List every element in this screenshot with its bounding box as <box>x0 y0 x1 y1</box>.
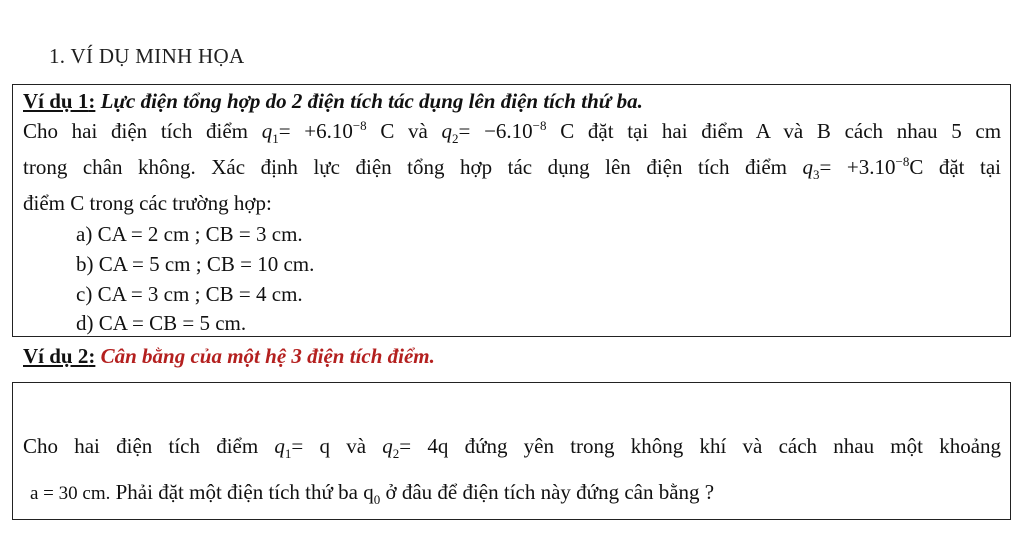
text-segment: Cho hai điện tích điểm <box>23 119 249 143</box>
text-segment: đứng yên trong không khí và cách nhau một khoảng <box>448 434 1002 458</box>
example-1-line-2 <box>23 154 1002 183</box>
section-heading: 1. VÍ DỤ MINH HỌA <box>49 44 245 68</box>
example-2-heading <box>23 344 435 369</box>
case-c: c) CA = 3 cm ; CB = 4 cm. <box>76 282 303 306</box>
text-segment: Cho hai điện tích điểm <box>23 434 259 458</box>
example-2-line-2 <box>30 480 715 508</box>
example-1-line-3: điểm C trong các trường hợp: <box>23 191 272 215</box>
text-segment: và <box>394 119 442 143</box>
case-d: d) CA = CB = 5 cm. <box>76 311 247 335</box>
example-2-line-1 <box>23 434 1002 462</box>
q1-symbol: $q_1$ <box>261 119 279 147</box>
q2-exponent: −8 <box>532 118 547 133</box>
text-segment: Phải đặt một điện tích thứ ba q <box>110 480 374 504</box>
q2-value: = 4q <box>399 434 449 458</box>
example-1-heading <box>23 89 643 114</box>
q1-value: = q <box>291 434 330 458</box>
q2-symbol: $q_2$ <box>441 119 459 147</box>
case-a: a) CA = 2 cm ; CB = 3 cm. <box>76 222 303 246</box>
example-1-label: Ví dụ 1 <box>23 89 89 113</box>
q0-subscript: 0 <box>373 492 381 508</box>
q3-exponent: −8 <box>895 154 910 169</box>
q1-exponent: −8 <box>352 118 367 133</box>
q3-value: = +3.10 <box>819 155 896 179</box>
example-1-colon: : <box>88 89 96 113</box>
text-segment: trong chân không. Xác định lực điện tổng hợp tác dụng lên điện tích điểm <box>23 155 787 179</box>
text-segment: và <box>330 434 383 458</box>
example-2-title: Cân bằng của một hệ 3 điện tích điểm. <box>100 344 435 368</box>
q3-symbol: $q_3$ <box>802 155 820 183</box>
example-1-title: Lực điện tổng hợp do 2 điện tích tác dụng lên điện tích thứ ba. <box>100 89 643 113</box>
text-segment: ở đâu để điện tích này đứng cân bằng ? <box>380 480 715 504</box>
distance-value: a = 30 cm. <box>30 483 111 504</box>
q2-value: = −6.10 <box>458 119 533 143</box>
example-1-line-1 <box>23 118 1002 147</box>
text-segment: C đặt tại hai điểm A và B cách nhau 5 cm <box>546 119 1002 143</box>
q1-symbol: $q_1$ <box>274 434 292 462</box>
q2-symbol: $q_2$ <box>382 434 400 462</box>
text-segment: C đặt tại <box>909 155 1002 179</box>
q1-unit: C <box>366 119 395 143</box>
example-2-label: Ví dụ 2 <box>23 344 89 368</box>
example-2-colon: : <box>88 344 96 368</box>
case-b: b) CA = 5 cm ; CB = 10 cm. <box>76 252 315 276</box>
q1-value: = +6.10 <box>278 119 353 143</box>
